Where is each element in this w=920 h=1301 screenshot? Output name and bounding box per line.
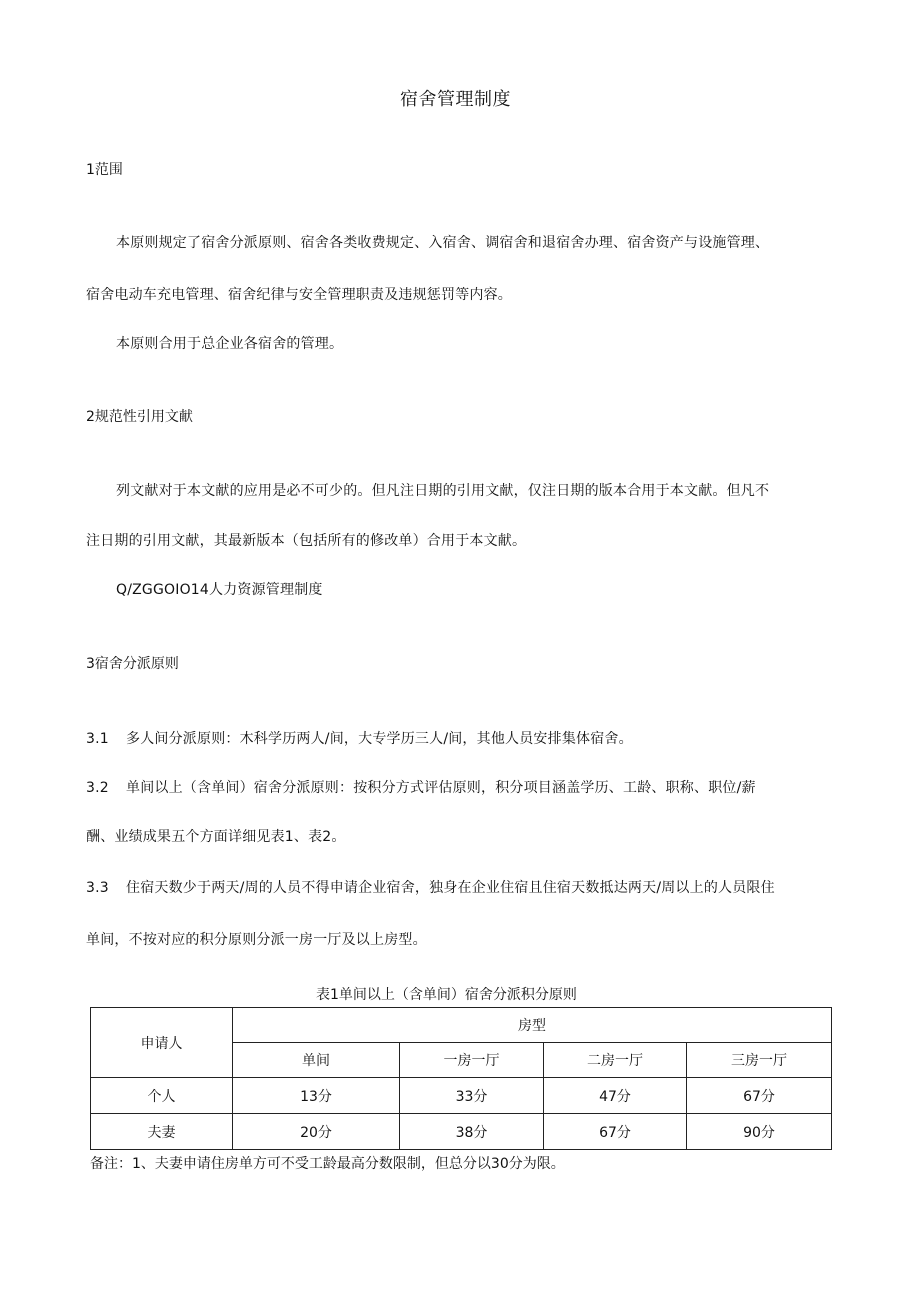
room-type-three-bedroom: 三房一厅 (687, 1043, 832, 1078)
table-header-row (91, 1008, 832, 1043)
table-row (91, 1078, 832, 1114)
allocation-points-table (90, 1007, 832, 1150)
room-type-header: 房型 (233, 1008, 832, 1043)
applicant-cell: 夫妻 (91, 1114, 233, 1150)
score-cell: 38分 (400, 1114, 544, 1150)
section-heading-allocation: 3宿舍分派原则 (86, 656, 179, 672)
score-cell: 20分 (233, 1114, 400, 1150)
paragraph: 本原则合用于总企业各宿舍的管理。 (116, 336, 344, 352)
clause-number: 3.3 (86, 880, 109, 896)
clause-text: 酬、业绩成果五个方面详细见表1、表2。 (86, 829, 346, 845)
applicant-header: 申请人 (91, 1008, 233, 1078)
clause-text: 单间以上（含单间）宿舍分派原则：按积分方式评估原则，积分项目涵盖学历、工龄、职称、职位/薪 (126, 780, 756, 796)
applicant-cell: 个人 (91, 1078, 233, 1114)
page-title: 宿舍管理制度 (400, 89, 511, 110)
table-row (91, 1114, 832, 1150)
clause-text: 多人间分派原则：木科学历两人/间，大专学历三人/间，其他人员安排集体宿舍。 (126, 731, 633, 747)
clause-number: 3.2 (86, 780, 109, 796)
clause-number: 3.1 (86, 731, 109, 747)
room-type-one-bedroom: 一房一厅 (400, 1043, 544, 1078)
clause-text: 单间，不按对应的积分原则分派一房一厅及以上房型。 (86, 932, 427, 948)
room-type-single: 单间 (233, 1043, 400, 1078)
table-caption: 表1单间以上（含单间）宿舍分派积分原则 (316, 987, 577, 1003)
score-cell: 90分 (687, 1114, 832, 1150)
room-type-two-bedroom: 二房一厅 (544, 1043, 687, 1078)
paragraph: 列文献对于本文献的应用是必不可少的。但凡注日期的引用文献，仅注日期的版本合用于本文献。但凡不 (116, 483, 770, 499)
paragraph: 宿舍电动车充电管理、宿舍纪律与安全管理职责及违规惩罚等内容。 (86, 287, 512, 303)
score-cell: 33分 (400, 1078, 544, 1114)
section-heading-references: 2规范性引用文献 (86, 409, 193, 425)
section-heading-scope: 1范围 (86, 162, 123, 178)
score-cell: 13分 (233, 1078, 400, 1114)
paragraph: 注日期的引用文献，其最新版本（包括所有的修改单）合用于本文献。 (86, 533, 527, 549)
reference-item: Q/ZGGOIO14人力资源管理制度 (116, 582, 323, 598)
score-cell: 67分 (544, 1114, 687, 1150)
paragraph: 本原则规定了宿舍分派原则、宿舍各类收费规定、入宿舍、调宿舍和退宿舍办理、宿舍资产与设施管理、 (116, 235, 770, 251)
clause-text: 住宿天数少于两天/周的人员不得申请企业宿舍，独身在企业住宿且住宿天数抵达两天/周以上的人员限住 (126, 880, 775, 896)
score-cell: 67分 (687, 1078, 832, 1114)
table-note: 备注：1、夫妻申请住房单方可不受工龄最高分数限制，但总分以30分为限。 (90, 1156, 565, 1172)
score-cell: 47分 (544, 1078, 687, 1114)
